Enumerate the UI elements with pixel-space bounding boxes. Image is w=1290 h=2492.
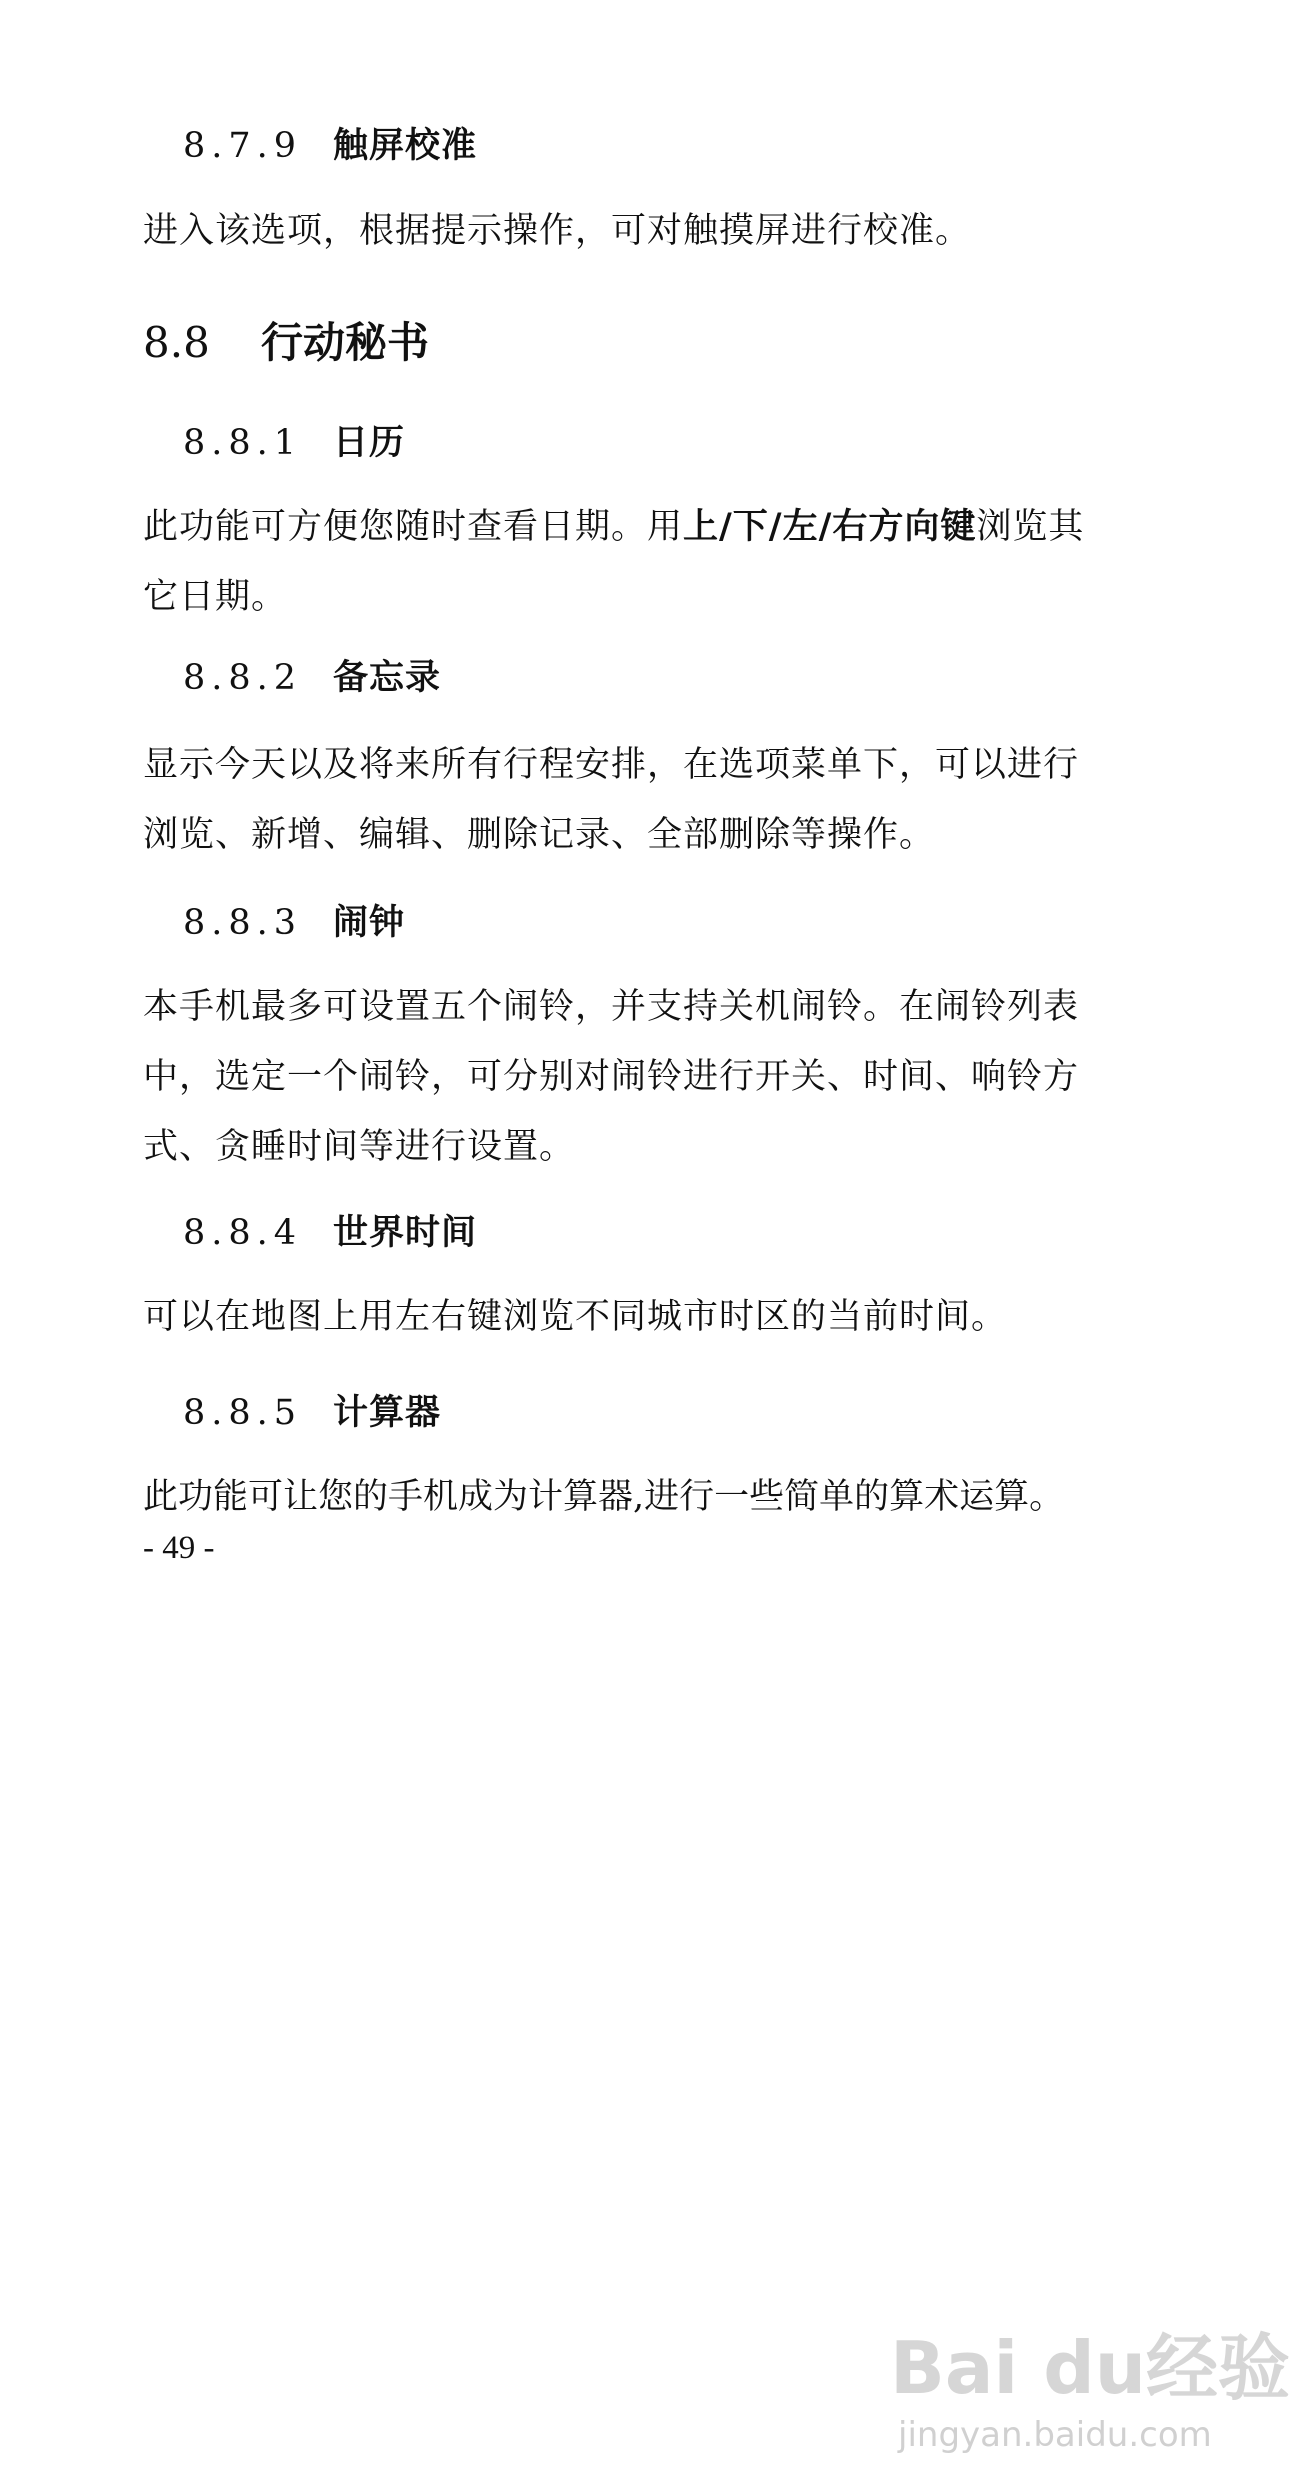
watermark-logo-text: Bai du经验 bbox=[890, 2326, 1290, 2410]
text-run: 浏览其它日期。 bbox=[143, 507, 1085, 617]
paragraph-alarm: 本手机最多可设置五个闹铃，并支持关机闹铃。在闹铃列表中，选定一个闹铃，可分别对闹铃进行开关、时间、响铃方式、贪睡时间等进行设置。 bbox=[143, 987, 1080, 1167]
heading-8-8-5 bbox=[183, 1385, 441, 1435]
heading-title: 闹钟 bbox=[333, 902, 406, 943]
heading-number: 8.8.4 bbox=[183, 1213, 303, 1253]
watermark bbox=[880, 2310, 1290, 2470]
heading-title: 备忘录 bbox=[333, 657, 442, 698]
watermark-url: jingyan.baidu.com bbox=[898, 2415, 1212, 2455]
heading-title: 计算器 bbox=[333, 1392, 442, 1433]
heading-8-8-1 bbox=[183, 415, 405, 465]
text-run: 此功能可方便您随时查看日期。用 bbox=[143, 507, 684, 547]
heading-number: 8.8.1 bbox=[183, 423, 303, 463]
heading-number: 8.7.9 bbox=[183, 126, 303, 166]
page-number: - 49 - bbox=[143, 1530, 215, 1566]
paragraph-touch-calibration: 进入该选项，根据提示操作，可对触摸屏进行校准。 bbox=[143, 211, 972, 251]
heading-8-7-9 bbox=[183, 118, 477, 168]
heading-number: 8.8.3 bbox=[183, 903, 303, 943]
heading-number: 8.8.2 bbox=[183, 658, 303, 698]
heading-number: 8.8 bbox=[143, 318, 210, 367]
paragraph-calendar bbox=[143, 492, 1108, 632]
heading-number: 8.8.5 bbox=[183, 1393, 303, 1433]
heading-title: 世界时间 bbox=[333, 1212, 478, 1253]
bold-keys-text: 上/下/左/右方向键 bbox=[683, 506, 977, 547]
heading-8-8 bbox=[143, 310, 429, 370]
heading-8-8-4 bbox=[183, 1205, 477, 1255]
heading-title: 触屏校准 bbox=[333, 125, 478, 166]
paragraph-calculator: 此功能可让您的手机成为计算器,进行一些简单的算术运算。 bbox=[143, 1477, 1065, 1517]
paragraph-world-time: 可以在地图上用左右键浏览不同城市时区的当前时间。 bbox=[143, 1297, 1008, 1337]
paragraph-memo: 显示今天以及将来所有行程安排，在选项菜单下，可以进行浏览、新增、编辑、删除记录、全部删除等操作。 bbox=[143, 745, 1080, 855]
heading-8-8-3 bbox=[183, 895, 405, 945]
heading-title: 日历 bbox=[333, 422, 406, 463]
heading-title: 行动秘书 bbox=[261, 318, 430, 367]
heading-8-8-2 bbox=[183, 650, 441, 700]
